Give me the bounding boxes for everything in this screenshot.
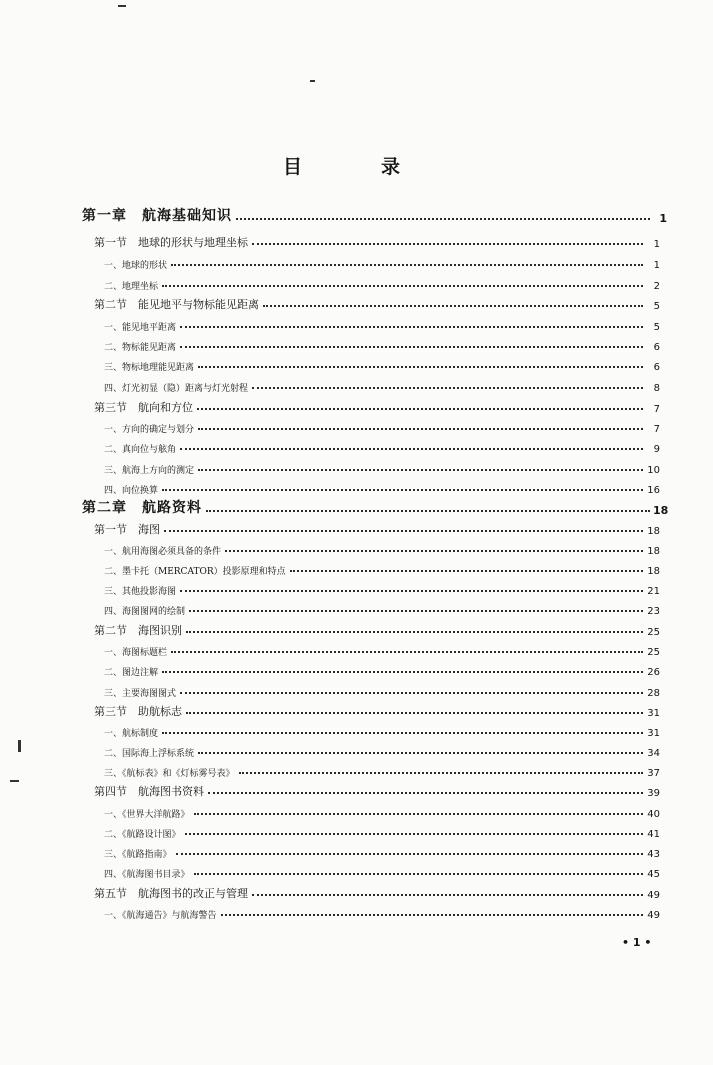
- toc-entry-page: 45: [647, 869, 660, 880]
- toc-entry-page: 2: [653, 281, 660, 292]
- toc-entry-title: 二、墨卡托（MERCATOR）投影原理和特点: [104, 567, 286, 577]
- toc-item-row: [104, 901, 660, 921]
- toc-entry-title: 第一节 地球的形状与地理坐标: [94, 236, 248, 249]
- toc-entry-page: 18: [647, 526, 660, 537]
- toc-item-row: [104, 719, 660, 739]
- toc-item-row: [104, 597, 660, 617]
- toc-item-row: [104, 313, 660, 333]
- toc-entry-title: 第四节 航海图书资料: [94, 785, 204, 798]
- dot-leader: [225, 550, 643, 552]
- dot-leader: [162, 285, 643, 287]
- dot-leader: [198, 469, 643, 471]
- toc-entry-title: 三、其他投影海图: [104, 587, 177, 597]
- toc-entry-page: 8: [653, 383, 660, 394]
- toc-item-row: [104, 800, 660, 820]
- toc-section-row: [94, 395, 660, 415]
- scan-speck: [310, 80, 315, 82]
- toc-entry-title: 二、国际海上浮标系统: [104, 749, 195, 759]
- toc-entry-title: 第二章 航路资料: [82, 500, 202, 516]
- toc-chapter-row: [82, 497, 667, 517]
- toc-entry-page: 16: [647, 485, 660, 496]
- toc-entry-title: 第三节 助航标志: [94, 705, 182, 718]
- dot-leader: [221, 914, 643, 916]
- toc-entry-page: 7: [653, 424, 660, 435]
- toc-entry-page: 7: [653, 404, 660, 415]
- toc-entry-title: 三、主要海图图式: [104, 689, 177, 699]
- toc-entry-page: 34: [647, 748, 660, 759]
- toc-entry-page: 1: [659, 212, 667, 225]
- toc-entry-page: 25: [647, 647, 660, 658]
- scan-speck: [118, 5, 126, 7]
- toc-entry-page: 25: [647, 627, 660, 638]
- toc-section-row: [94, 779, 660, 799]
- toc-entry-page: 18: [647, 566, 660, 577]
- toc-item-row: [104, 759, 660, 779]
- toc-item-row: [104, 415, 660, 435]
- toc-item-row: [104, 557, 660, 577]
- toc-section-row: [94, 230, 660, 250]
- toc-entry-title: 三、航海上方向的测定: [104, 466, 195, 476]
- toc-entry-title: 四、向位换算: [104, 486, 159, 496]
- dot-leader: [180, 590, 643, 592]
- dot-leader: [198, 752, 643, 754]
- toc-entry-title: 四、海图图网的绘制: [104, 607, 186, 617]
- dot-leader: [162, 489, 643, 491]
- toc-item-row: [104, 739, 660, 759]
- dot-leader: [263, 305, 643, 307]
- toc-entry-page: 6: [653, 342, 660, 353]
- page-title: 目 录: [282, 156, 430, 178]
- toc-item-row: [104, 537, 660, 557]
- toc-section-row: [94, 699, 660, 719]
- toc-section-row: [94, 517, 660, 537]
- toc-entry-title: 三、物标地理能见距离: [104, 363, 195, 373]
- dot-leader: [171, 651, 643, 653]
- toc-entry-page: 21: [647, 586, 660, 597]
- toc-item-row: [104, 333, 660, 353]
- scan-speck: [18, 740, 21, 752]
- toc-entry-page: 43: [647, 849, 660, 860]
- toc-item-row: [104, 456, 660, 476]
- dot-leader: [171, 264, 643, 266]
- dot-leader: [189, 610, 643, 612]
- toc-entry-title: 二、真向位与舷角: [104, 445, 177, 455]
- dot-leader: [198, 366, 643, 368]
- toc-entry-page: 5: [653, 322, 660, 333]
- toc-entry-title: 一、航标制度: [104, 729, 159, 739]
- toc-entry-title: 三、《航标表》和《灯标雾号表》: [104, 769, 235, 779]
- toc-chapter-row: [82, 205, 667, 225]
- toc-item-row: [104, 860, 660, 880]
- toc-entry-title: 第二节 海图识别: [94, 624, 182, 637]
- dot-leader: [180, 346, 643, 348]
- toc-entry-title: 第二节 能见地平与物标能见距离: [94, 298, 259, 311]
- dot-leader: [164, 530, 643, 532]
- dot-leader: [198, 428, 643, 430]
- toc-item-row: [104, 272, 660, 292]
- dot-leader: [239, 772, 643, 774]
- dot-leader: [186, 712, 643, 714]
- dot-leader: [194, 873, 643, 875]
- toc-item-row: [104, 638, 660, 658]
- toc-entry-page: 26: [647, 667, 660, 678]
- toc-entry-title: 一、方向的确定与划分: [104, 425, 195, 435]
- toc-item-row: [104, 658, 660, 678]
- dot-leader: [206, 510, 650, 512]
- toc-entry-page: 31: [647, 708, 660, 719]
- toc-entry-page: 1: [653, 239, 660, 250]
- toc-entry-page: 18: [647, 546, 660, 557]
- toc-item-row: [104, 820, 660, 840]
- toc-entry-title: 三、《航路指南》: [104, 850, 172, 860]
- toc-item-row: [104, 435, 660, 455]
- toc-entry-title: 一、海图标题栏: [104, 648, 168, 658]
- toc-entry-title: 一、航用海图必须具备的条件: [104, 547, 222, 557]
- dot-leader: [290, 570, 643, 572]
- toc-entry-title: 四、灯光初显（隐）距离与灯光射程: [104, 384, 249, 394]
- toc-entry-page: 49: [647, 910, 660, 921]
- toc-item-row: [104, 251, 660, 271]
- toc-entry-title: 二、图边注解: [104, 668, 159, 678]
- toc-item-row: [104, 577, 660, 597]
- toc-entry-page: 9: [653, 444, 660, 455]
- toc-entry-title: 第三节 航向和方位: [94, 401, 193, 414]
- toc-entry-title: 一、能见地平距离: [104, 323, 177, 333]
- toc-section-row: [94, 292, 660, 312]
- toc-entry-title: 一、地球的形状: [104, 261, 168, 271]
- page-number: • 1 •: [622, 936, 652, 949]
- toc-entry-page: 31: [647, 728, 660, 739]
- dot-leader: [252, 894, 643, 896]
- toc-entry-title: 一、《航海通告》与航海警告: [104, 911, 217, 921]
- toc-entry-page: 40: [647, 809, 660, 820]
- dot-leader: [194, 813, 643, 815]
- toc-entry-title: 四、《航海图书目录》: [104, 870, 190, 880]
- toc-item-row: [104, 353, 660, 373]
- toc-section-row: [94, 618, 660, 638]
- toc-entry-page: 28: [647, 688, 660, 699]
- toc-entry-title: 二、地理坐标: [104, 282, 159, 292]
- dot-leader: [252, 387, 643, 389]
- toc-entry-title: 第五节 航海图书的改正与管理: [94, 887, 248, 900]
- dot-leader: [180, 448, 643, 450]
- toc-entry-title: 第一章 航海基础知识: [82, 208, 232, 224]
- toc-entry-title: 二、《航路设计图》: [104, 830, 181, 840]
- toc-entry-page: 6: [653, 362, 660, 373]
- toc-entry-page: 5: [653, 301, 660, 312]
- toc-entry-title: 一、《世界大洋航路》: [104, 810, 190, 820]
- dot-leader: [176, 853, 643, 855]
- toc-item-row: [104, 840, 660, 860]
- toc-entry-page: 41: [647, 829, 660, 840]
- dot-leader: [185, 833, 643, 835]
- dot-leader: [186, 631, 643, 633]
- dot-leader: [162, 732, 643, 734]
- toc-entry-title: 第一节 海图: [94, 523, 160, 536]
- toc-entry-title: 二、物标能见距离: [104, 343, 177, 353]
- toc-section-row: [94, 881, 660, 901]
- toc-entry-page: 39: [647, 788, 660, 799]
- toc-entry-page: 49: [647, 890, 660, 901]
- toc-item-row: [104, 679, 660, 699]
- dot-leader: [180, 692, 643, 694]
- dot-leader: [197, 408, 643, 410]
- toc-entry-page: 1: [653, 260, 660, 271]
- toc-entry-page: 37: [647, 768, 660, 779]
- scan-speck: [10, 780, 19, 782]
- toc-entry-page: 18: [653, 504, 669, 517]
- dot-leader: [162, 671, 643, 673]
- toc-entry-page: 23: [647, 606, 660, 617]
- dot-leader: [252, 243, 643, 245]
- dot-leader: [236, 218, 650, 220]
- toc-item-row: [104, 374, 660, 394]
- toc-item-row: [104, 476, 660, 496]
- dot-leader: [180, 326, 643, 328]
- toc-entry-page: 10: [647, 465, 660, 476]
- dot-leader: [208, 792, 643, 794]
